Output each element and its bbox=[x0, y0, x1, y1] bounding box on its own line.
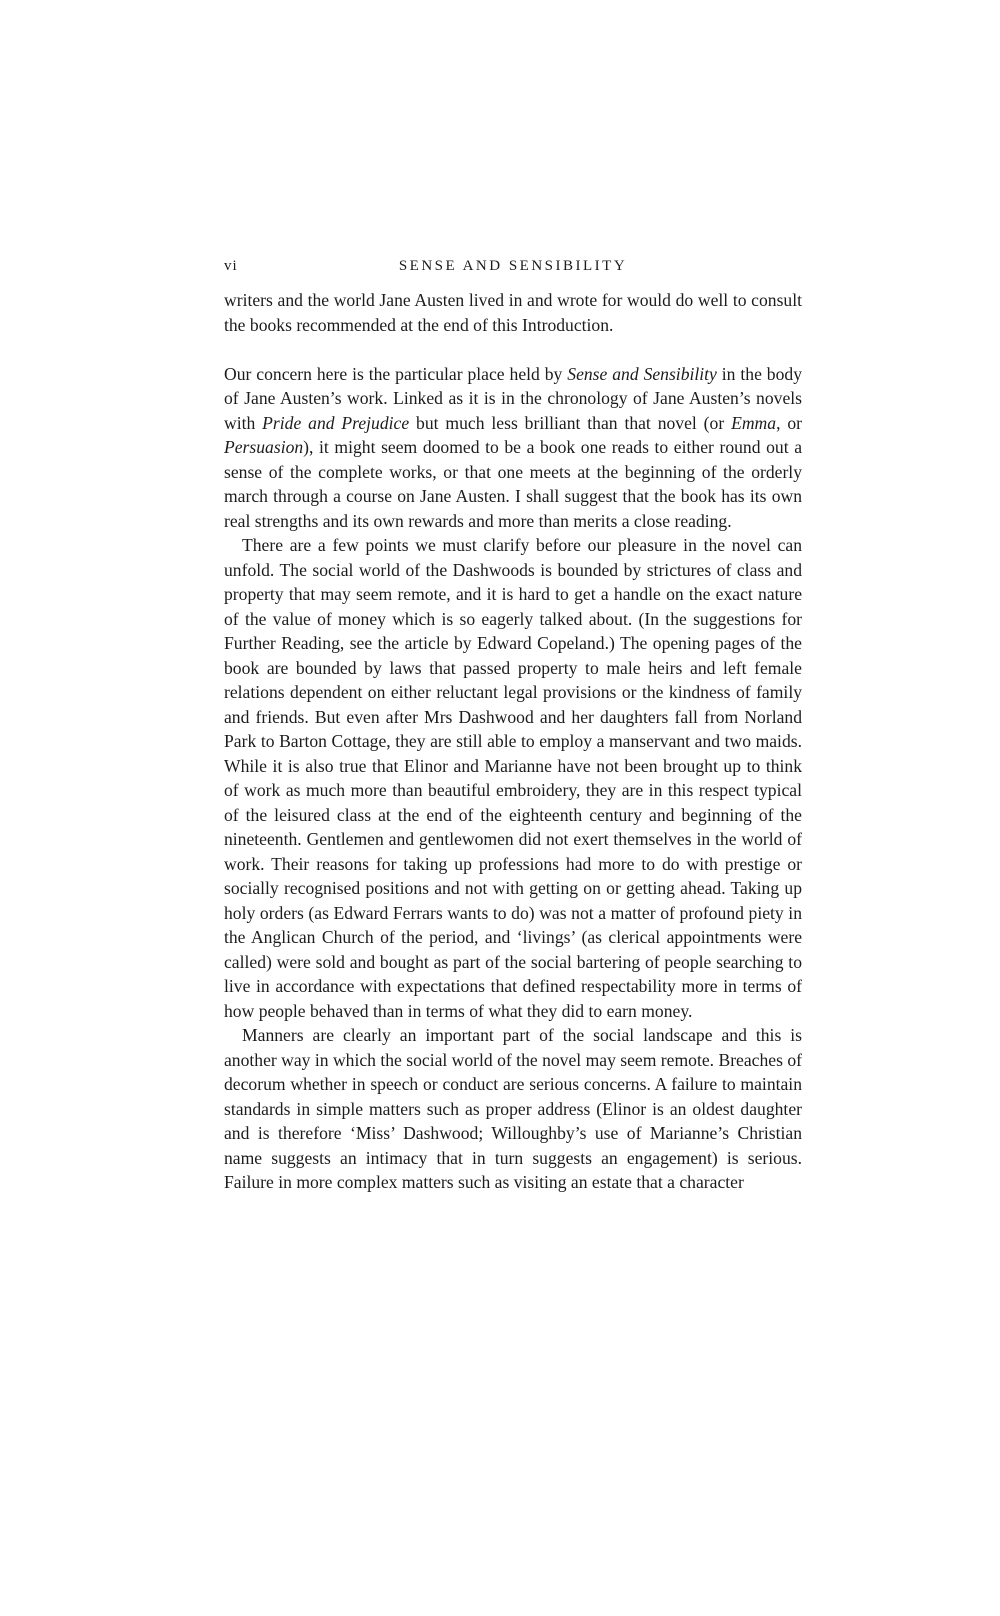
book-title-emma: Emma bbox=[731, 412, 777, 433]
body-text bbox=[224, 288, 802, 1195]
text-run: ), it might seem doomed to be a book one reads to either round out a sense of the complete works, or that one meets at the beginning of the orderly march through a course on Jane Austen. I shall suggest that the book has its own real strengths and its own rewards and more than merits a close reading. bbox=[224, 437, 802, 531]
book-title-pride-and-prejudice: Pride and Prejudice bbox=[262, 412, 410, 433]
paragraph-manners: Manners are clearly an important part of the social landscape and this is another way in which the social world of the novel may seem remote. Breaches of decorum whether in speech or conduct are serious concerns. A failure to maintain standards in simple matters such as proper address (Elinor is an oldest daughter and is therefore ‘Miss’ Dashwood; Willoughby’s use of Marianne’s Christian name suggests an intimacy that in turn suggests an engagement) is serious. Failure in more complex matters such as visiting an estate that a character bbox=[224, 1025, 802, 1192]
text-run: but much less brilliant than that novel (or bbox=[409, 412, 732, 433]
page-header bbox=[224, 258, 802, 280]
paragraph-concern bbox=[224, 362, 802, 534]
text-run: Our concern here is the particular place held by bbox=[224, 363, 568, 384]
running-title: SENSE AND SENSIBILITY bbox=[398, 258, 628, 274]
text-run: , or bbox=[776, 412, 803, 433]
page-number: vi bbox=[224, 258, 238, 274]
book-title-sense-and-sensibility: Sense and Sensibility bbox=[567, 363, 717, 384]
paragraph-social-world: There are a few points we must clarify before our pleasure in the novel can unfold. The social world of the Dashwoods is bounded by strictures of class and property that may seem remote, and it is hard to get a handle on the exact nature of the value of money which is so eagerly talked about. (In the suggestions for Further Reading, see the article by Edward Copeland.) The opening pages of the book are bounded by laws that passed property to male heirs and left female relations dependent on either reluctant legal provisions or the kindness of family and friends. But even after Mrs Dashwood and her daughters fall from Norland Park to Barton Cottage, they are still able to employ a manservant and two maids. While it is also true that Elinor and Marianne have not been brought up to think of work as much more than beautiful embroidery, they are in this respect typical of the leisured class at the end of the eighteenth century and beginning of the nineteenth. Gentlemen and gentlewomen did not exert themselves in the world of work. Their reasons for taking up professions had more to do with prestige or socially recognised positions and not with getting on or getting ahead. Taking up holy orders (as Edward Ferrars wants to do) was not a matter of profound piety in the Anglican Church of the period, and ‘livings’ (as clerical appointments were called) were sold and bought as part of the social bartering of people searching to live in accordance with expectations that defined respectability more in terms of how people behaved than in terms of what they did to earn money. bbox=[224, 535, 802, 1021]
text-run: in the body of Jane Austen’s work. Linked as it is in the chronology of Jane Austen’s novels with bbox=[224, 363, 802, 433]
book-title-persuasion: Persuasion bbox=[224, 437, 304, 457]
paragraph-continued: writers and the world Jane Austen lived in and wrote for would do well to consult the books recommended at the end of this Introduction. bbox=[224, 290, 802, 335]
